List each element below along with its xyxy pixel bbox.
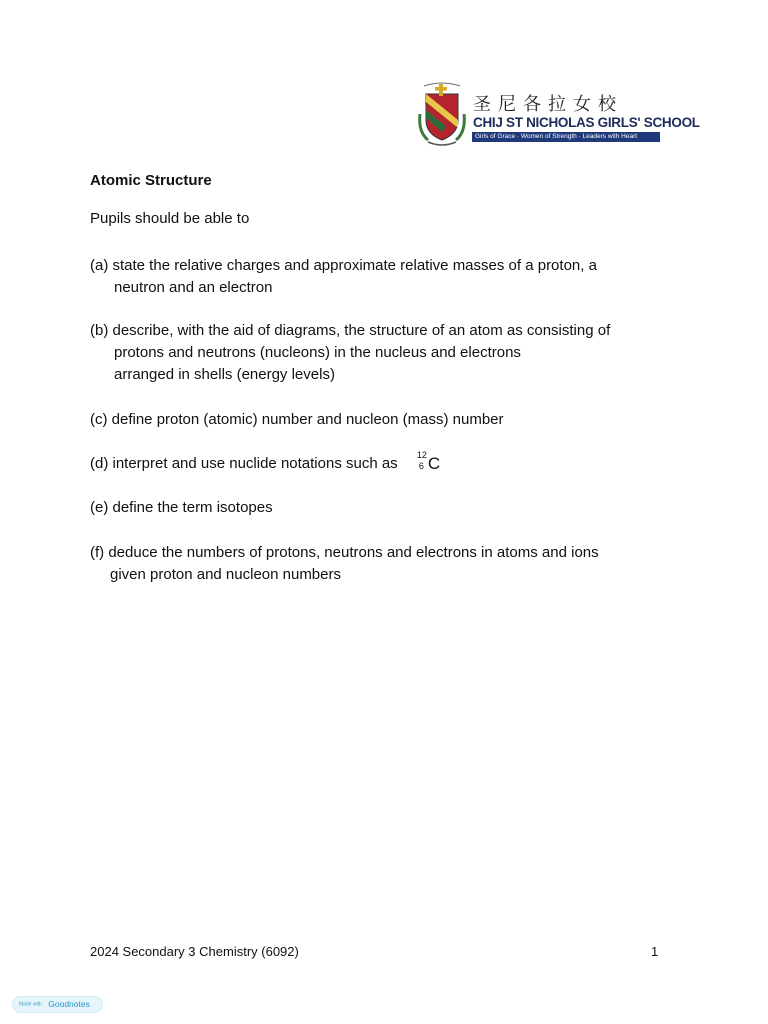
objective-e-line1: (e) define the term isotopes [90,499,273,516]
objective-f-line1: (f) deduce the numbers of protons, neutrons and electrons in atoms and ions [90,544,599,561]
objective-b-line2: protons and neutrons (nucleons) in the nucleus and electrons [114,344,521,361]
intro-text: Pupils should be able to [90,210,250,227]
school-motto: Girls of Grace · Women of Strength · Leaders with Heart [472,132,660,142]
objective-c [90,409,504,431]
objective-b-line1: (b) describe, with the aid of diagrams, the structure of an atom as consisting of [90,322,611,339]
nuclide-atomic-number: 6 [418,461,424,471]
nuclide-mass-number: 12 [416,450,427,460]
objective-a-line2: neutron and an electron [114,279,273,296]
school-name: CHIJ ST NICHOLAS GIRLS' SCHOOL [473,115,700,130]
objective-a [90,255,597,299]
footer-course: 2024 Secondary 3 Chemistry (6092) [90,944,299,959]
objective-b-line3: arranged in shells (energy levels) [114,366,335,383]
school-logo [416,80,700,150]
made-with-goodnotes-badge[interactable] [12,996,103,1013]
objective-a-line1: (a) state the relative charges and approximate relative masses of a proton, a [90,257,597,274]
objective-f-line2: given proton and nucleon numbers [110,566,341,583]
nuclide-symbol: C [427,454,441,473]
page-title: Atomic Structure [90,172,212,189]
objective-d [90,450,446,475]
school-name-chinese: 圣尼各拉女校 [473,94,623,115]
objective-e [90,497,273,519]
badge-made-with: Made with [19,1001,42,1008]
page-number: 1 [651,944,659,959]
badge-brand: Goodnotes [48,999,90,1010]
objective-c-line1: (c) define proton (atomic) number and nucleon (mass) number [90,411,504,428]
school-crest-icon [416,80,468,150]
objective-b [90,320,610,386]
objective-f [90,542,599,586]
nuclide-notation [412,450,446,475]
objective-d-line1: (d) interpret and use nuclide notations such as [90,455,398,472]
